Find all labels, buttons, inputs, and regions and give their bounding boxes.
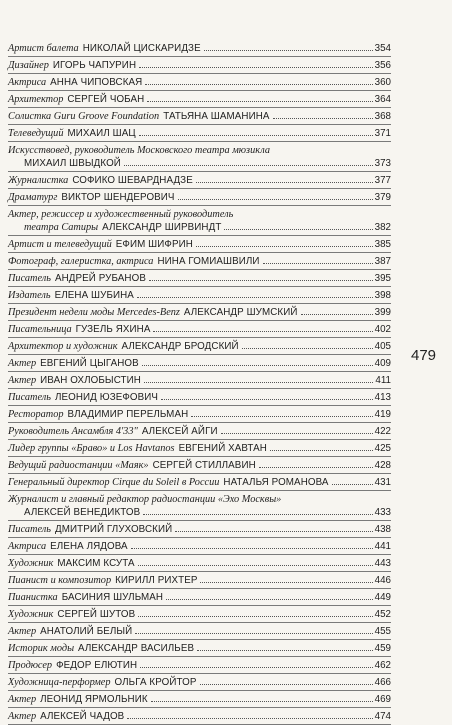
toc-entry-line — [8, 76, 391, 89]
entry-name: АЛЕКСЕЙ ЧАДОВ — [40, 711, 125, 722]
entry-role: Актриса — [8, 77, 47, 88]
entry-name: АЛЕКСАНДР БРОДСКИЙ — [121, 341, 239, 352]
dot-leader — [151, 701, 373, 702]
entry-name: ЛЕОНИД ЮЗЕФОВИЧ — [54, 392, 159, 403]
entry-name: СЕРГЕЙ ШУТОВ — [57, 609, 136, 620]
entry-page-number: 402 — [374, 324, 391, 335]
toc-entry — [8, 691, 391, 708]
toc-entry — [8, 572, 391, 589]
toc-entry-line — [8, 221, 391, 234]
toc-entry-line — [8, 710, 391, 723]
entry-role: Артист и телеведущий — [8, 239, 112, 250]
toc-entry-line — [8, 659, 391, 672]
toc-entry — [8, 640, 391, 657]
entry-page-number: 373 — [374, 158, 391, 169]
entry-role: Продюсер — [8, 660, 53, 671]
dot-leader — [196, 182, 373, 183]
entry-name: ВИКТОР ШЕНДЕРОВИЧ — [61, 192, 175, 203]
entry-role: Руководитель Ансамбля 4'33" — [8, 426, 138, 437]
entry-page-number: 371 — [374, 128, 391, 139]
dot-leader — [142, 365, 373, 366]
entry-name: ЕЛЕНА ЛЯДОВА — [50, 541, 128, 552]
toc-entry — [8, 555, 391, 572]
entry-role: Дизайнер — [8, 60, 49, 71]
toc-entry-line — [8, 608, 391, 621]
entry-role: Президент недели моды Mercedes-Benz — [8, 307, 180, 318]
dot-leader — [127, 718, 372, 719]
toc-entry-line — [8, 693, 391, 706]
entry-role: Ресторатор — [8, 409, 64, 420]
dot-leader — [131, 548, 373, 549]
dot-leader — [149, 280, 373, 281]
toc-entry — [8, 521, 391, 538]
entry-page-number: 443 — [374, 558, 391, 569]
entry-page-number: 428 — [374, 460, 391, 471]
toc-entry — [8, 57, 391, 74]
toc-entry-line — [8, 323, 391, 336]
entry-page-number: 469 — [374, 694, 391, 705]
toc-entry — [8, 623, 391, 640]
toc-entry-line — [8, 110, 391, 123]
dot-leader — [135, 633, 372, 634]
entry-page-number: 455 — [374, 626, 391, 637]
entry-name: БАСИНИЯ ШУЛЬМАН — [61, 592, 164, 603]
entry-name: ЛЕОНИД ЯРМОЛЬНИК — [40, 694, 148, 705]
toc-entry — [8, 589, 391, 606]
toc-entry-line — [8, 408, 391, 421]
dot-leader — [124, 165, 373, 166]
dot-leader — [332, 484, 373, 485]
toc-entry-line — [8, 374, 391, 387]
dot-leader — [137, 297, 373, 298]
entry-page-number: 398 — [374, 290, 391, 301]
dot-leader — [221, 433, 373, 434]
entry-role: Издатель — [8, 290, 51, 301]
toc-entry — [8, 657, 391, 674]
toc-entry — [8, 304, 391, 321]
entry-role: Фотограф, галеристка, актриса — [8, 256, 154, 267]
entry-page-number: 419 — [374, 409, 391, 420]
dot-leader — [301, 314, 373, 315]
dot-leader — [139, 135, 373, 136]
entry-page-number: 425 — [374, 443, 391, 454]
toc-entry-line — [8, 255, 391, 268]
entry-name: КИРИЛЛ РИХТЕР — [115, 575, 198, 586]
entry-role: Художник — [8, 558, 54, 569]
toc-entry — [8, 372, 391, 389]
entry-page-number: 422 — [374, 426, 391, 437]
entry-name: СЕРГЕЙ СТИЛЛАВИН — [152, 460, 256, 471]
dot-leader — [259, 467, 373, 468]
dot-leader — [273, 118, 373, 119]
dot-leader — [145, 84, 372, 85]
toc-entry-line — [8, 306, 391, 319]
toc-entry-line — [8, 59, 391, 72]
table-of-contents — [8, 40, 391, 725]
entry-role: Актриса — [8, 541, 47, 552]
entry-page-number: 441 — [374, 541, 391, 552]
toc-entry-line — [8, 676, 391, 689]
toc-entry-line — [8, 93, 391, 106]
toc-entry-line — [8, 272, 391, 285]
toc-entry-line — [8, 357, 391, 370]
entry-page-number: 382 — [374, 222, 391, 233]
toc-entry — [8, 287, 391, 304]
dot-leader — [153, 331, 372, 332]
dot-leader — [178, 199, 373, 200]
toc-entry-line — [8, 476, 391, 489]
entry-name: ИГОРЬ ЧАПУРИН — [52, 60, 137, 71]
toc-entry — [8, 491, 391, 521]
dot-leader — [175, 531, 372, 532]
entry-role: Писатель — [8, 273, 51, 284]
toc-entry — [8, 440, 391, 457]
entry-role: Журналистка — [8, 175, 69, 186]
entry-role: Писатель — [8, 524, 51, 535]
dot-leader — [191, 416, 372, 417]
toc-entry — [8, 538, 391, 555]
toc-entry-line — [8, 391, 391, 404]
entry-page-number: 459 — [374, 643, 391, 654]
toc-entry-line — [8, 642, 391, 655]
entry-page-number: 379 — [374, 192, 391, 203]
toc-entry — [8, 236, 391, 253]
dot-leader — [147, 101, 372, 102]
entry-role: Генеральный директор Cirque du Soleil в России — [8, 477, 220, 488]
entry-role: Актер, режиссер и художественный руководитель — [8, 209, 234, 220]
entry-page-number: 385 — [374, 239, 391, 250]
toc-entry — [8, 389, 391, 406]
toc-entry-line — [8, 289, 391, 302]
entry-role: Артист балета — [8, 43, 79, 54]
toc-entry-line — [8, 442, 391, 455]
entry-role: Телеведущий — [8, 128, 64, 139]
entry-page-number: 438 — [374, 524, 391, 535]
entry-page-number: 474 — [374, 711, 391, 722]
toc-entry — [8, 125, 391, 142]
dot-leader — [143, 514, 372, 515]
entry-name: ЕВГЕНИЙ ХАВТАН — [178, 443, 267, 454]
dot-leader — [138, 616, 372, 617]
entry-name: ЕЛЕНА ШУБИНА — [54, 290, 134, 301]
entry-role: Актер — [8, 358, 37, 369]
dot-leader — [224, 229, 372, 230]
toc-entry — [8, 108, 391, 125]
dot-leader — [140, 667, 372, 668]
entry-page-number: 395 — [374, 273, 391, 284]
entry-page-number: 409 — [374, 358, 391, 369]
dot-leader — [204, 50, 373, 51]
entry-role: Актер — [8, 375, 37, 386]
toc-entry — [8, 321, 391, 338]
toc-entry — [8, 91, 391, 108]
toc-entry — [8, 206, 391, 236]
entry-page-number: 452 — [374, 609, 391, 620]
entry-page-number: 399 — [374, 307, 391, 318]
dot-leader — [200, 684, 373, 685]
entry-name: АНДРЕЙ РУБАНОВ — [54, 273, 146, 284]
toc-entry-line — [8, 208, 391, 221]
entry-role: Писательница — [8, 324, 72, 335]
entry-role: Писатель — [8, 392, 51, 403]
entry-name: ЕВГЕНИЙ ЦЫГАНОВ — [40, 358, 139, 369]
toc-entry — [8, 74, 391, 91]
dot-leader — [270, 450, 373, 451]
toc-entry-line — [8, 574, 391, 587]
entry-role: Актер — [8, 626, 37, 637]
toc-entry-line — [8, 591, 391, 604]
entry-name: СЕРГЕЙ ЧОБАН — [67, 94, 145, 105]
toc-entry-line — [8, 191, 391, 204]
entry-name: АЛЕКСАНДР ШУМСКИЙ — [183, 307, 298, 318]
toc-entry — [8, 189, 391, 206]
entry-name: ФЕДОР ЕЛЮТИН — [56, 660, 138, 671]
dot-leader — [166, 599, 373, 600]
toc-entry-line — [8, 157, 391, 170]
toc-entry — [8, 708, 391, 725]
entry-name: ОЛЬГА КРОЙТОР — [114, 677, 197, 688]
dot-leader — [138, 565, 373, 566]
toc-entry-line — [8, 540, 391, 553]
dot-leader — [196, 246, 373, 247]
entry-page-number: 354 — [374, 43, 391, 54]
entry-name: НИНА ГОМИАШВИЛИ — [157, 256, 260, 267]
entry-page-number: 360 — [374, 77, 391, 88]
dot-leader — [263, 263, 373, 264]
entry-role: Художница-перформер — [8, 677, 111, 688]
toc-entry-line — [8, 557, 391, 570]
entry-role: Пианист и композитор — [8, 575, 112, 586]
toc-entry-line — [8, 144, 391, 157]
entry-name: АЛЕКСЕЙ АЙГИ — [141, 426, 218, 437]
toc-entry-line — [8, 506, 391, 519]
entry-name: ИВАН ОХЛОБЫСТИН — [40, 375, 141, 386]
entry-name: СОФИКО ШЕВАРДНАДЗЕ — [72, 175, 193, 186]
entry-name: НАТАЛЬЯ РОМАНОВА — [223, 477, 329, 488]
dot-leader — [161, 399, 373, 400]
toc-entry — [8, 474, 391, 491]
toc-entry — [8, 142, 391, 172]
toc-entry-line — [8, 238, 391, 251]
dot-leader — [144, 382, 373, 383]
toc-entry-line — [8, 42, 391, 55]
toc-entry — [8, 674, 391, 691]
page-number: 479 — [411, 347, 437, 364]
entry-name: ТАТЬЯНА ШАМАНИНА — [163, 111, 270, 122]
toc-entry-line — [8, 127, 391, 140]
entry-page-number: 356 — [374, 60, 391, 71]
entry-role: Архитектор и художник — [8, 341, 118, 352]
toc-entry-line — [8, 625, 391, 638]
entry-role: Архитектор — [8, 94, 64, 105]
entry-page-number: 462 — [374, 660, 391, 671]
dot-leader — [139, 67, 373, 68]
toc-entry-line — [8, 523, 391, 536]
entry-role: Пианистка — [8, 592, 58, 603]
toc-entry-line — [8, 493, 391, 506]
entry-page-number: 377 — [374, 175, 391, 186]
entry-role: Актер — [8, 711, 37, 722]
toc-entry-line — [8, 174, 391, 187]
toc-entry — [8, 406, 391, 423]
entry-role: Ведущий радиостанции «Маяк» — [8, 460, 149, 471]
entry-role: Искусствовед, руководитель Московского театра мюзикла — [8, 145, 271, 156]
toc-entry — [8, 423, 391, 440]
entry-name: МИХАИЛ ШВЫДКОЙ — [24, 158, 121, 169]
entry-role: Журналист и главный редактор радиостанции «Эхо Москвы» — [8, 494, 282, 505]
entry-page-number: 411 — [375, 375, 391, 386]
toc-entry — [8, 355, 391, 372]
entry-page-number: 466 — [374, 677, 391, 688]
entry-role: Драматург — [8, 192, 58, 203]
entry-name: НИКОЛАЙ ЦИСКАРИДЗЕ — [82, 43, 201, 54]
entry-page-number: 368 — [374, 111, 391, 122]
entry-role: Солистка Guru Groove Foundation — [8, 111, 160, 122]
toc-entry — [8, 40, 391, 57]
entry-name: ГУЗЕЛЬ ЯХИНА — [75, 324, 151, 335]
entry-name: АННА ЧИПОВСКАЯ — [50, 77, 143, 88]
entry-role: театра Сатиры — [24, 222, 99, 233]
entry-name: ЕФИМ ШИФРИН — [115, 239, 193, 250]
entry-role: Лидер группы «Браво» и Los Havtanos — [8, 443, 175, 454]
entry-page-number: 431 — [374, 477, 391, 488]
entry-name: АЛЕКСЕЙ ВЕНЕДИКТОВ — [24, 507, 141, 518]
toc-entry — [8, 253, 391, 270]
entry-role: Актер — [8, 694, 37, 705]
entry-page-number: 364 — [374, 94, 391, 105]
toc-entry-line — [8, 340, 391, 353]
entry-role: Историк моды — [8, 643, 75, 654]
entry-name: ВЛАДИМИР ПЕРЕЛЬМАН — [67, 409, 189, 420]
entry-name: МАКСИМ КСУТА — [57, 558, 135, 569]
entry-name: АЛЕКСАНДР ШИРВИНДТ — [102, 222, 222, 233]
toc-entry — [8, 338, 391, 355]
toc-entry — [8, 606, 391, 623]
entry-name: МИХАИЛ ШАЦ — [67, 128, 136, 139]
entry-page-number: 387 — [374, 256, 391, 267]
dot-leader — [242, 348, 373, 349]
toc-entry — [8, 172, 391, 189]
toc-entry-line — [8, 459, 391, 472]
entry-name: АЛЕКСАНДР ВАСИЛЬЕВ — [78, 643, 195, 654]
entry-role: Художник — [8, 609, 54, 620]
entry-page-number: 449 — [374, 592, 391, 603]
entry-page-number: 405 — [374, 341, 391, 352]
entry-name: АНАТОЛИЙ БЕЛЫЙ — [40, 626, 133, 637]
entry-page-number: 446 — [374, 575, 391, 586]
toc-entry-line — [8, 425, 391, 438]
entry-page-number: 413 — [374, 392, 391, 403]
dot-leader — [200, 582, 372, 583]
toc-entry — [8, 270, 391, 287]
toc-entry — [8, 457, 391, 474]
entry-name: ДМИТРИЙ ГЛУХОВСКИЙ — [54, 524, 173, 535]
entry-page-number: 433 — [374, 507, 391, 518]
dot-leader — [197, 650, 373, 651]
